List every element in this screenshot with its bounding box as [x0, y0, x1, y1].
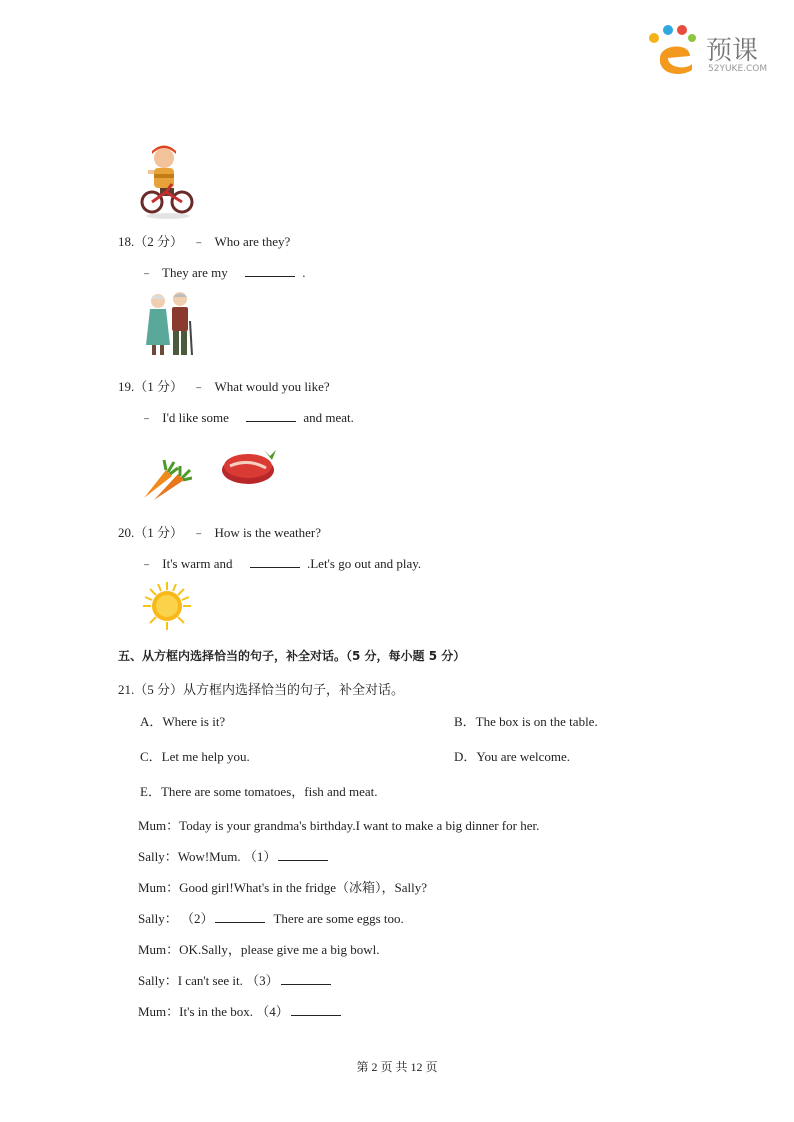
option-letter: D． [454, 749, 477, 764]
dialogue-text: Sally： （2） [138, 911, 214, 926]
dialogue-blank-3[interactable] [281, 972, 331, 985]
q18-answer [140, 262, 305, 281]
q21-option-e [140, 781, 378, 800]
dialogue-line-7 [138, 1001, 345, 1020]
q18-question [118, 231, 290, 250]
dialogue-text: Mum：It's in the box. （4） [138, 1004, 289, 1019]
option-text: There are some tomatoes，fish and meat. [160, 784, 378, 799]
q21-option-b [454, 711, 598, 730]
option-letter: A． [140, 714, 163, 729]
dialogue-line-4 [138, 908, 404, 927]
q21-option-d [454, 746, 570, 765]
q20-answer-blank[interactable] [250, 555, 300, 568]
q18-answer-dash: ﹣ [140, 265, 154, 280]
dialogue-line-3: Mum：Good girl!What's in the fridge（冰箱），Sally? [138, 880, 428, 895]
dialogue-blank-4[interactable] [291, 1003, 341, 1016]
q19-answer-suffix: and meat. [303, 410, 354, 425]
q19-answer-prefix: I'd like some [162, 410, 229, 425]
dialogue-after-text: There are some eggs too. [273, 911, 404, 926]
option-text: Let me help you. [161, 749, 250, 764]
q19-question-text: What would you like? [214, 379, 330, 394]
q20-question [118, 522, 321, 541]
q18-label: 18.（2 分） [118, 234, 184, 249]
q19-answer-blank[interactable] [246, 409, 296, 422]
logo-brand: 预课 [706, 36, 759, 66]
q19-answer-dash: ﹣ [140, 410, 154, 425]
option-letter: E． [140, 784, 161, 799]
q20-answer-dash: ﹣ [140, 556, 154, 571]
section-5-title: 五、从方框内选择恰当的句子，补全对话。（5 分，每小题 5 分） [118, 649, 466, 663]
q20-answer-prefix: It's warm and [162, 556, 233, 571]
q20-question-text: How is the weather? [214, 525, 322, 540]
option-letter: C． [140, 749, 162, 764]
option-letter: B． [454, 714, 476, 729]
q19-dash: ﹣ [192, 379, 206, 394]
option-text: The box is on the table. [475, 714, 598, 729]
q18-answer-blank[interactable] [245, 264, 295, 277]
dialogue-line-1: Mum：Today is your grandma's birthday.I want to make a big dinner for her. [138, 818, 540, 833]
q21-option-c [140, 746, 250, 765]
sun-image [141, 580, 193, 632]
dialogue-line-2 [138, 846, 332, 865]
q21-label: 21.（5 分）从方框内选择恰当的句子，补全对话。 [118, 682, 405, 697]
q20-label: 20.（1 分） [118, 525, 184, 540]
logo-site: 52YUKE.COM [708, 64, 768, 74]
page-footer: 第 2 页 共 12 页 [356, 1060, 438, 1074]
logo-mark-icon [646, 24, 702, 76]
dialogue-blank-1[interactable] [278, 848, 328, 861]
q18-answer-prefix: They are my [162, 265, 228, 280]
boy-riding-bike-image [138, 142, 198, 220]
q20-answer [140, 553, 421, 572]
q19-answer [140, 407, 354, 426]
q20-dash: ﹣ [192, 525, 206, 540]
grandparents-image [142, 291, 198, 357]
q20-answer-suffix: .Let's go out and play. [306, 556, 422, 571]
q18-dash: ﹣ [192, 234, 206, 249]
dialogue-text: Sally：Wow!Mum. （1） [138, 849, 277, 864]
q18-question-text: Who are they? [214, 234, 291, 249]
option-text: Where is it? [162, 714, 226, 729]
q18-answer-suffix: . [302, 265, 306, 280]
carrots-image [140, 454, 192, 502]
meat-image [220, 446, 278, 486]
dialogue-line-5: Mum：OK.Sally，please give me a big bowl. [138, 942, 380, 957]
dialogue-line-6 [138, 970, 335, 989]
logo [646, 24, 776, 80]
q21-option-a [140, 711, 225, 730]
q19-label: 19.（1 分） [118, 379, 184, 394]
q19-question [118, 376, 330, 395]
dialogue-blank-2[interactable] [215, 910, 265, 923]
option-text: You are welcome. [476, 749, 571, 764]
dialogue-text: Sally：I can't see it. （3） [138, 973, 279, 988]
